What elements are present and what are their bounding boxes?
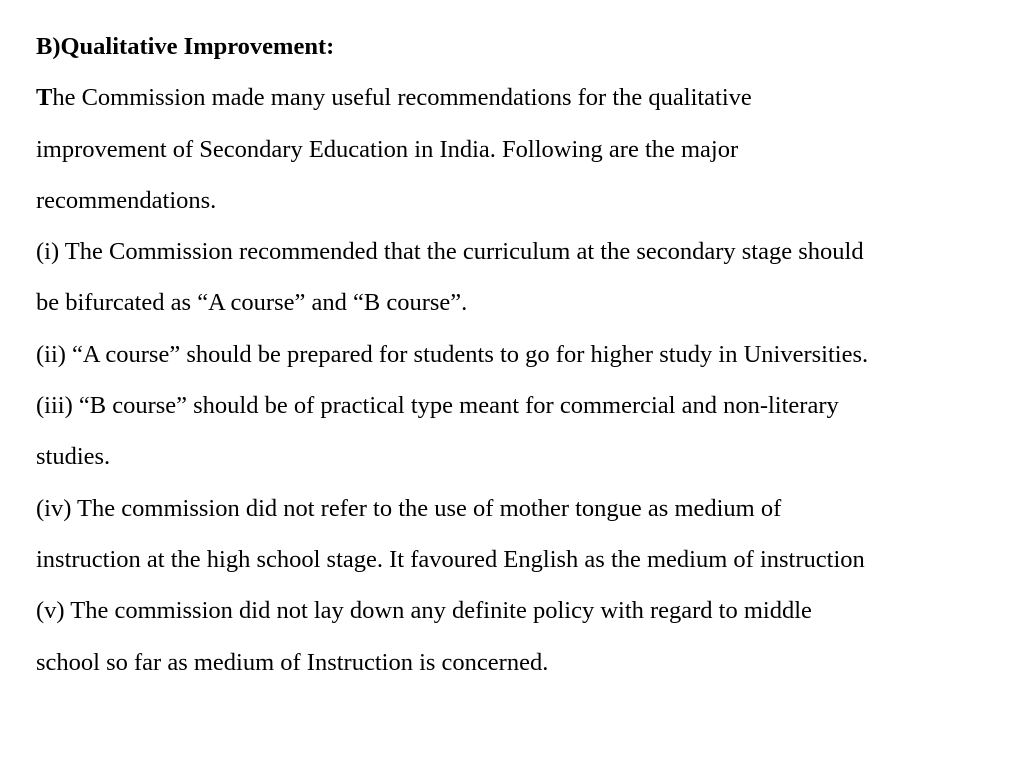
recommendation-line: (iv) The commission did not refer to the use of mother tongue as medium of [36, 494, 782, 522]
intro-line-text: he Commission made many useful recommendations for the qualitative [52, 84, 752, 112]
intro-line: recommendations. [36, 186, 217, 214]
recommendation-line: school so far as medium of Instruction is concerned. [36, 648, 549, 676]
recommendation-point-i [36, 226, 1016, 329]
recommendation-line: (ii) “A course” should be prepared for students to go for higher study in Universities. [36, 340, 869, 368]
recommendation-point-ii [36, 329, 1016, 380]
recommendation-point-v [36, 585, 1016, 688]
document-page [36, 21, 1016, 688]
recommendation-line: (v) The commission did not lay down any definite policy with regard to middle [36, 597, 812, 625]
recommendation-line: (i) The Commission recommended that the curriculum at the secondary stage should [36, 238, 864, 266]
intro-line: improvement of Secondary Education in India. Following are the major [36, 135, 739, 163]
recommendation-line: studies. [36, 443, 111, 471]
recommendation-line: be bifurcated as “A course” and “B course”. [36, 289, 468, 317]
section-heading: B)Qualitative Improvement: [36, 33, 335, 60]
intro-initial-letter: T [36, 84, 53, 112]
recommendation-line: (iii) “B course” should be of practical type meant for commercial and non-literary [36, 392, 839, 420]
intro-line [36, 72, 1016, 123]
recommendation-point-iii [36, 380, 1016, 483]
recommendation-point-iv [36, 483, 1016, 586]
recommendation-line: instruction at the high school stage. It favoured English as the medium of instruction [36, 545, 865, 573]
intro-paragraph [36, 72, 1016, 226]
